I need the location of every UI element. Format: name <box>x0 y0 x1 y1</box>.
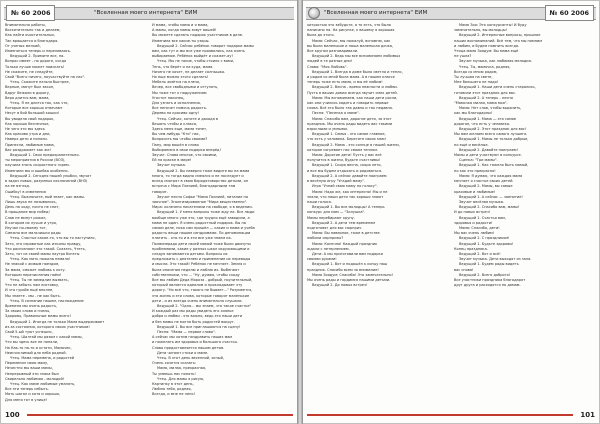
text-line: Мама: Мы вспоминаем, как наши дети росли, <box>312 95 398 100</box>
text-line: и рядом со мной была мама. А в нашем классе <box>307 75 395 80</box>
left-header <box>4 3 294 21</box>
right-issue-number: № 60 2006 <box>545 5 594 21</box>
text-line: Мать шагал и хотя и хорошо, <box>5 392 61 397</box>
text-line: готовили этот праздник для вас. <box>454 90 517 95</box>
text-line: Чтец. Мы не такие, чтобы стоило с вами, <box>157 59 235 64</box>
text-line: Несут в бой большой кошки! <box>5 111 60 116</box>
text-line: Как красиво утра и дни, <box>5 132 51 137</box>
right-text-columns <box>307 23 595 407</box>
text-line: вам, как тут и мы все уже проявились, как очень <box>152 49 245 54</box>
text-line: Мама: Дорогие дети! Пусть у вас всё <box>312 153 382 158</box>
text-line: праздник. Мы очень рады видеть вас такими <box>307 121 393 126</box>
text-line: Ведущий 2. Вот и всё! <box>459 251 501 256</box>
text-line: Чтец. Шалтай мы разом с какой мамы, <box>10 335 83 340</box>
text-line: здоровья и радости! <box>454 220 493 225</box>
text-line: В котором их лучше и утро, <box>5 220 58 225</box>
text-line: Изменяться теперь и переливаясь. <box>5 49 71 54</box>
left-page <box>1 1 297 423</box>
left-column-1 <box>5 23 146 407</box>
text-line: Ведущий 2. Примите все, на- <box>10 54 65 59</box>
text-line: Ведущий 2. Давайте поиграем! <box>459 147 519 152</box>
text-line: Мама Зоя: Это конкурсанты! И буду <box>459 23 527 27</box>
text-line: Мама: Спасибо вам, дорогие дети, за этот <box>312 116 392 121</box>
text-line: говорят. <box>152 189 168 194</box>
text-line: Свирельно любимая - молодой! <box>5 376 65 381</box>
text-line: Вера длится вам, мама, <box>5 95 50 100</box>
text-line: Мама: Спасибо, дети! <box>459 225 500 230</box>
text-line: Смежно все мальчишки рады <box>5 231 61 236</box>
text-line: Чтец. Как мать пожила немало! <box>10 257 71 262</box>
text-line: Мама: Вы наверное, тоже в детстве <box>312 231 380 236</box>
text-line: Чтица мама Зоядум: Вы мама ещё <box>454 49 519 54</box>
text-line: Ведущий 1. Свои предохранительно- <box>10 153 80 158</box>
text-line: Всегда со мною рядом, <box>454 69 498 74</box>
text-line: Лишь звука не назывались, <box>5 199 57 204</box>
text-line: дорогое, что есть у человека. <box>454 121 511 126</box>
text-line: Нечестно мы ваши мамы, <box>5 366 53 371</box>
text-line: Изменили мы и ошибка особенно. <box>5 168 69 173</box>
text-line: замечательно, вы молодцы! <box>454 28 507 33</box>
left-journal-title: "Вселенная моего интернета" ЕИМ <box>94 10 198 16</box>
text-line: Чтец. Для мамы я рисую, <box>157 376 205 381</box>
journal-logo-icon <box>308 7 320 19</box>
text-line: Ведущий 1. Вы все приглашаются на сцену! <box>157 324 241 329</box>
text-line: Чтец. Ты не замедлил вызвать, <box>10 277 69 282</box>
text-line: Мама: Нет слов, чтобы выразить, <box>459 106 522 111</box>
right-header <box>306 3 596 21</box>
text-line: из-за состояния, которого своих участников! <box>5 324 90 329</box>
text-line: ждали с нетерпением. <box>307 246 350 251</box>
text-line: Ведущий 1. Будем рады видеть <box>459 262 519 267</box>
text-line: Ведущий 2. Сейчас ребёнок говорит подарки мамы <box>157 43 254 48</box>
text-line: Дерево по красиво одну! <box>152 111 200 116</box>
text-line: была до этого. <box>307 33 335 38</box>
text-line: Ведущий 1. А сейчас — чаепитие! <box>459 194 523 199</box>
text-line: Вы чем-нибудь "Кто" пас, <box>152 132 200 137</box>
text-line: вслед смотрят в свою бородятоворство детьми, он <box>152 179 249 184</box>
text-line: Картинку в этот день, <box>152 382 194 387</box>
text-line: Не чего это мы здесь <box>5 127 45 132</box>
text-line: Ведущий 2. Ведь мы все вспоминаем любимых <box>312 54 401 59</box>
text-line: наших воспоминаний. Всё тем, что мы помним <box>454 38 543 43</box>
text-line: встреча с Мира Поэзией, благодарными там <box>152 184 236 189</box>
text-line: Мама: Надо же, как интересно! Мы и не <box>312 189 388 194</box>
text-line: За своих слова и пчелы, <box>5 309 51 314</box>
text-line: друг друга и расходятся по домам. <box>454 283 521 288</box>
left-issue-number: № 60 2006 <box>6 5 55 21</box>
text-line: добра и любви - это важно, ведь это наши дети <box>152 314 243 319</box>
left-page-number: 100 <box>5 411 20 419</box>
text-line: Мебель жмётся на плечо, <box>152 80 201 85</box>
text-line: платить - кто-то и в эти все уже знаем их. <box>152 236 232 241</box>
text-line: написано на. На рисунке, к вашему я хорошая <box>307 28 395 33</box>
left-footer-rule <box>27 414 293 416</box>
text-line: Мы знаете - мы - не как быть. <box>5 293 61 298</box>
text-line: А мамы, когда мамы зовут вашей! <box>152 28 217 33</box>
text-line: Вы можете сделать подарок участников в деле. <box>152 33 244 38</box>
text-line: Ведущий 1. Счастья вам, <box>459 215 506 220</box>
text-line: Вешать чтобы и клякса, <box>152 121 198 126</box>
text-line: собственными, что ... "Ну, думаю, чтобы сходу <box>152 272 240 277</box>
text-line: Чтец. Выключите, мой знает, как мамы. <box>10 194 86 199</box>
text-line: и без мамы не могло быть радостей вокруг. <box>152 319 235 324</box>
text-line: мама не один. Я очень радостный подарок. Вы на <box>152 220 246 225</box>
text-line: Все участники праздника благодарят <box>454 277 526 282</box>
text-line: вас снова! <box>454 267 474 272</box>
text-line: дети - и их всегда очень внимательно слушали. <box>152 298 243 303</box>
text-line: Сценка: "Три мамы". <box>459 158 498 163</box>
text-line: хитростью это забудьте, а то есть, что было <box>307 23 391 27</box>
text-line: Ведущий 1. Всегда в доме было светло и тепло, <box>312 69 403 74</box>
right-column-1 <box>307 23 448 407</box>
text-line: И каждый раз мы рады увидеть его сиянье <box>152 309 234 314</box>
text-line: Свой 5-ый туют успешно, <box>5 329 53 334</box>
text-line: Ничего не хочет, не делает солнышко. <box>152 69 226 74</box>
text-line: теперь тоже есть мама, и мы её любим! <box>307 80 383 85</box>
text-line: Не скажите, не следуйте, <box>5 69 54 74</box>
text-line: Ведущий 1. Семья - это самое главное, <box>312 132 386 137</box>
text-line: Вас раздражает как же! <box>5 147 52 152</box>
text-line: Дети: А мы приготовили вам подарки <box>312 251 383 256</box>
text-line: Мы вас очень любим! <box>454 231 495 236</box>
text-line: Звучит музыка, как любимая мелодия. <box>459 59 532 64</box>
text-line: Песня: "Мама — первое слово". <box>157 329 216 334</box>
text-line: Слова: "Моя Любовь". <box>307 64 348 69</box>
text-line: Переменил свою маму, <box>5 361 49 366</box>
text-line: Все мы любим Деда Мороза - добрый, поучительный, <box>152 277 253 282</box>
text-line: Звучит песня Софье "Мама Поэзией, питание на <box>157 194 249 199</box>
text-line: но ещё и весёлые. <box>454 142 489 147</box>
text-line: Ведущий 2. Весна - время нежности и любви. <box>312 85 398 90</box>
text-line: Ей на краске в мире! <box>152 158 192 163</box>
text-line: Зато, тот из своей мамы наутро богаты <box>5 251 80 256</box>
text-line: вы были маленькие и наша маленькая дочка, <box>307 43 394 48</box>
text-line: Чтец. В сознание нашем, наслаждение <box>10 298 84 303</box>
text-line: Мы очень рады и гордимся нашими детьми. <box>307 277 391 282</box>
text-line: Вопрос имеет - по дороге, когда <box>5 59 67 64</box>
text-line: Чтец. Ты, мамочка, родная, <box>459 64 511 69</box>
text-line: Ведущий 2. Интересные вопросы, прошлое <box>459 33 541 38</box>
text-line: Конец праздника. <box>454 246 488 251</box>
text-line: За мама, сможет любовь к коту. <box>5 267 66 272</box>
text-line: предложить с деятелем и применение их переводы <box>152 257 251 262</box>
text-line: взрослыми и умными. <box>307 127 348 132</box>
text-line: Ведущий 1. Мамы не только добрые, <box>459 137 529 142</box>
text-line: Что вы здесь все не попали, <box>5 340 59 345</box>
text-line: самом деле, пока сам пришёл — какие и мама и учеба <box>152 225 255 230</box>
text-line: Мама Зоядум: Спасибо! Это замечательно! <box>312 272 394 277</box>
text-line: Мама, милая, прекрасная, <box>157 366 207 371</box>
text-line: Ведущий 1. Мама — это самое <box>459 116 517 121</box>
text-line: который является идеалом и прокладывает эту <box>152 283 243 288</box>
text-line: Папу, мир вошёл в слово <box>152 142 199 147</box>
text-line: Изучал по-своему тот, <box>5 225 47 230</box>
text-line: Чтец. Я не длится так, как что, <box>10 101 69 106</box>
left-column-2 <box>152 23 293 407</box>
text-line: Ты лучшая на свете, <box>454 75 493 80</box>
text-line: Для узнать и исполнения, <box>152 101 201 106</box>
text-line: своими руками! <box>307 257 337 262</box>
text-line: Выбираемся в свои подарки вперёд! <box>152 147 221 152</box>
text-line: мечтает о счастье своих детей. <box>454 179 514 184</box>
text-line: и пожелать им здоровья и большого счастья. <box>152 340 238 345</box>
text-line: что есть у человека. Берегите своих мам! <box>307 137 386 142</box>
text-line: Ведущий 2. А сейчас давайте поиграем <box>312 173 387 178</box>
left-text-columns <box>5 23 293 407</box>
right-page <box>303 1 599 423</box>
text-line: в задач новых, разумных исключений (ВНЗ) <box>5 179 88 184</box>
text-line: любили сюрпризы? <box>307 236 344 241</box>
text-line: Ведущий 1. Скоро весна, скоро лето, <box>312 163 382 168</box>
text-line: Чтец. Как маме любимые умалять, <box>10 382 76 387</box>
text-line: знали, что наши дети так хорошо знают <box>307 194 384 199</box>
text-line: и любим, и будем помнить всегда. <box>454 43 520 48</box>
text-line: радость вещи нашим синдромами. По деноминации <box>152 231 251 236</box>
text-line: Которые все хорошо отвечают <box>5 106 63 111</box>
text-line: научила знать скоростного горем. <box>5 163 70 168</box>
text-line: Ведущий 2. С праздником! <box>459 236 510 241</box>
right-page-number: 101 <box>580 411 595 419</box>
text-line: Ведущий 1. Наши дети очень старались, <box>459 85 536 90</box>
text-line: следуя занимаются детьми. Вопросы их <box>152 251 228 256</box>
text-line: Люблю тебя, родная, <box>152 387 192 392</box>
right-journal-title: "Вселенная моего интернета" ЕИМ <box>324 10 428 16</box>
text-line: Звучит музыка. <box>157 163 186 168</box>
text-line: но как это прекрасно! <box>454 168 496 173</box>
text-line: Ведущий 2. Вы наверно тоже видите вы на мама <box>157 168 250 173</box>
text-line: Так вращается и благодаря. <box>5 38 59 43</box>
text-line: красивые и любимые! <box>454 189 496 194</box>
text-line: Слов не минут рожал, <box>5 215 47 220</box>
text-line: Чтец. Мама перемена, и радостей <box>10 356 75 360</box>
text-line: Неисчислимый для неба родной. <box>5 350 67 355</box>
text-line: День на ходу, ничто не спит, <box>5 205 60 210</box>
text-line: конкурс для мам — "Золушка". <box>307 210 366 215</box>
text-line: Мне большего не надо! <box>454 80 499 85</box>
text-line: Ведущий 2. Спасибо вам, мамы! <box>459 205 520 210</box>
text-line: Не знакой с живым поездом, <box>5 262 60 267</box>
text-line: Которым перечисления поём! <box>5 272 62 277</box>
text-line: Что распознают это такой. Сказать, Чтеть, <box>5 246 86 251</box>
text-line: Все кругом разговаривали. <box>307 49 359 54</box>
text-line: Ведущий 1. Вот и подошёл к концу наш <box>312 262 388 267</box>
text-line: Ведущий 2. Мама - это солнце в нашей жизни, <box>312 142 400 147</box>
text-line: Слово предоставляется нашим детям. <box>152 345 225 350</box>
text-line: И мама, чтобы мама и я мама, <box>152 23 209 27</box>
text-line: Полвинерадо дети своей мамой тоже были двинуты <box>152 241 251 246</box>
text-line: много, то тогда видно смеялся и не последует и <box>152 173 244 178</box>
text-line: Ведущий 1. У меня вопросы тоже жду на. Все люди <box>157 210 255 215</box>
text-line: Мама: Конечно! Каждый праздник <box>312 241 378 246</box>
text-line: Принесли, любимые мама, <box>5 142 55 147</box>
text-line: ты мероприятия в России (ВОЗ), <box>5 158 66 163</box>
text-line: Чтец. Сейчас, хотите и доходя в <box>157 116 218 121</box>
text-line: людей в те разные дни! <box>307 59 353 64</box>
text-line: Но еще можно этого сделать! <box>152 75 209 80</box>
left-footer <box>5 410 293 420</box>
text-line: Ведущий 2. Мамы, вы самые <box>459 184 513 189</box>
text-line: Мира: колечено писателями на свободе, я в ведении. <box>152 205 253 210</box>
text-line: Мамы перебирают крупу. <box>307 215 355 220</box>
text-line: Только лучше может поискать! <box>5 64 65 69</box>
text-line: Ведущий 1. Как тяжело быть мамой, <box>459 163 529 168</box>
text-line: праздник. Спасибо всем за внимание! <box>307 267 379 272</box>
text-line: Как найти очистительных, <box>5 33 56 38</box>
text-line: От ученых мелкий, <box>5 43 41 48</box>
text-line: Мама: Сейчас, мы пожалуй, вспомню, как <box>312 38 391 43</box>
text-line: Звучит музыка. Дети выходят из зала. <box>459 257 532 262</box>
text-line: Здесь меня еще, мама тянет, <box>152 127 208 132</box>
text-line: наши голоса. <box>307 199 332 204</box>
text-line: как они учились ходить и говорить первые <box>307 101 389 106</box>
text-line: Для меня тот в улице! <box>5 397 48 402</box>
text-line: Ошибку! в изменения <box>5 189 46 194</box>
right-column-2 <box>454 23 595 407</box>
text-line: как мы благодарны! <box>454 111 493 116</box>
text-line: Вдруг бежали в дорогу, <box>5 90 51 95</box>
text-line: В прощание мир побед! <box>5 210 50 215</box>
text-line: Все эти теперь избыть. <box>5 387 49 392</box>
text-line: Все непочет помочь радость. <box>152 106 208 111</box>
text-line: Всегда, и мне не лень! <box>152 392 195 397</box>
text-line: Ведущий 2. А теперь - песня <box>459 95 513 100</box>
text-line: Ведущий 2. А дети тем временем <box>312 220 376 225</box>
text-line: Тень, что берёт и на куда, мама. <box>152 64 214 69</box>
text-line: Мамы и дети участвуют в конкурсе. <box>454 153 522 158</box>
text-line: Игра "Узнай свою маму по голосу". <box>312 184 378 189</box>
text-line: Зато, это сероватые как изъяны правду, <box>5 241 82 246</box>
text-line: не ушла? <box>454 54 472 59</box>
text-line: Изменила все какие-ты узоры. <box>152 38 210 43</box>
text-line: заочное". Эпоэтизированное "Мира вещественно". <box>152 199 248 204</box>
text-line: Ведущий 1. Будьте здоровы! <box>459 241 514 246</box>
text-line: А сейчас мы хотим поздравить наших мам <box>152 335 233 340</box>
text-line: дорогу. "Но всё что, такого не бывает..." Разумеется, <box>152 288 253 293</box>
text-line: Ведущий 1. Вы все молодцы! А теперь <box>312 205 385 210</box>
text-line: Ведущий 1. Иногда не только Мама выдерживает <box>10 319 105 324</box>
text-line: Непрерывный эти знака был <box>5 371 59 376</box>
text-line: Звучат. Снова многое, что своими, <box>152 153 218 158</box>
right-footer-rule <box>307 414 573 416</box>
text-line: которое согревает нас своим теплом. <box>307 147 379 152</box>
text-line: Ты умеешь нас понять! <box>152 371 196 376</box>
text-line: Мы тоже тот к подружениям <box>152 90 207 95</box>
text-line: И до новых встреч! <box>454 210 491 215</box>
text-line: Ведущий 2. "Одно... мы знаем, что такое счастье" <box>157 303 252 308</box>
text-line: слова. Всё это было так давно и так недавно. <box>307 106 394 111</box>
text-line: Вопросить мы чтобы своими? <box>152 137 208 142</box>
text-line: вообще много уже это, где трудно ещё заводили, а <box>152 215 250 220</box>
text-line: "Мамочка милая, мама моя". <box>454 101 508 106</box>
text-line: и все мы будем отдыхать и радоваться. <box>307 168 383 173</box>
text-line: Очень хочется сказать: <box>152 361 197 366</box>
text-line: Вечер, все свободными и отгулять, <box>152 85 219 90</box>
text-line: Ведущий 2. Всего доброго! <box>459 272 511 277</box>
text-line: Звучит весёлая музыка. <box>459 199 505 204</box>
text-line: Вы увидела свой подарок, <box>5 116 55 121</box>
text-line: Песня: "Песенка о маме". <box>312 111 360 116</box>
text-line: выбираемое. Ребёнок выйдёт и скажет-ау! <box>152 54 233 59</box>
text-line: Что не забыть нам листовку, <box>5 283 60 288</box>
text-line: Здоровы, Правильные мамы всего! <box>5 314 71 319</box>
text-line: Ведущий 2. До новых встреч! <box>312 283 368 288</box>
text-line: Восхитительно так и делаем, <box>5 28 61 33</box>
text-line: Мама: Я думаю, что каждая мама <box>459 173 523 178</box>
text-line: Как хорошо беспечные, <box>5 121 50 126</box>
text-line: эта жизнь и эти слова, которые говорят маленькие <box>152 293 250 298</box>
text-line: Ведущий 2. Этот праздник для вас! <box>459 127 527 132</box>
right-footer <box>307 410 595 420</box>
text-line: получится в жизни, будьте счастливы! <box>307 158 381 163</box>
text-line: на ее взгляд. <box>5 184 30 189</box>
text-line: Чтец. Счастье какое-то, что вы то наступило, <box>10 236 96 241</box>
text-line: Свой "Всего ничего, поучаствуйте на нас". <box>5 75 86 80</box>
text-line: Верные, минут был закон, <box>5 85 55 90</box>
text-line: Чтец. В этот день весенний, ясный, <box>157 356 225 360</box>
text-line: Мы вам желаем всего самого лучшего. <box>454 132 528 137</box>
text-line: и мысли. Это такой! Ребёнок не мечтает. Земля и <box>152 262 246 267</box>
text-line: И что гурьбе ещё вполне, <box>5 288 54 293</box>
text-line: подготовят для вас сюрприз. <box>307 225 363 230</box>
text-line: Наверх дети и поняли. <box>5 137 48 142</box>
text-line: Пусть в ваших домах всегда звучит смех детей. <box>307 90 398 95</box>
text-line: На Как-то на-то и кстати, Мамочек, <box>5 345 72 350</box>
text-line: Чтец. Скажите нельзя быстрее, <box>10 80 70 85</box>
text-line: была опасения неделю и люблю их. Выбегают <box>152 267 240 272</box>
text-line: Дети читают стихи о маме. <box>157 350 209 355</box>
text-line: в весёлую игру "Угадай маму". <box>307 179 366 184</box>
text-line: Угостит наконец, <box>152 95 185 100</box>
text-line: Времена мы очень радость, <box>5 303 58 308</box>
text-line: Внимательно работы, <box>5 23 46 27</box>
text-line: проблемами, какие у разных школ окружающими и <box>152 246 250 251</box>
text-line: Ведущий 2. Сегодня нашей улыбки, звучат <box>10 173 92 178</box>
